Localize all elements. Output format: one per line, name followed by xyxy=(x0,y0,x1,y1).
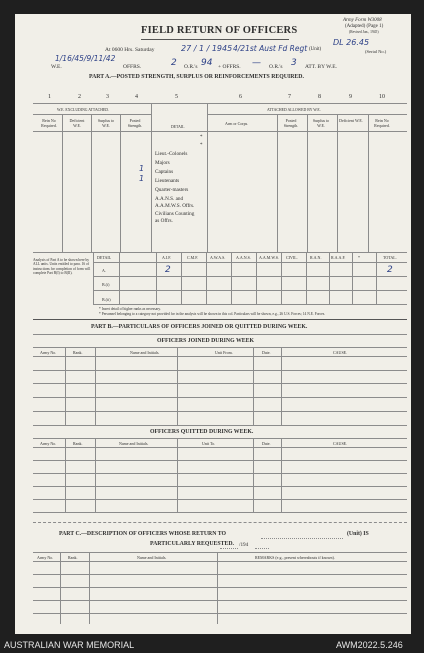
rank-qm: Quarter-masters xyxy=(155,187,189,193)
head-arm-corps: Arm or Corps. xyxy=(225,121,249,126)
analysis-head-civil: CIVIL. xyxy=(286,255,298,260)
form-ref-2: (Adapted) (Page 1) xyxy=(345,24,384,29)
part-c-col-army: Army No. xyxy=(37,555,54,560)
grid-v xyxy=(95,347,96,425)
grid-v xyxy=(89,552,90,624)
rank-lt-col: Lieut.-Colonels xyxy=(155,151,188,157)
part-c-heading-2: PARTICULARLY REQUESTED. xyxy=(150,541,234,547)
grid-v xyxy=(253,347,254,425)
rank-lieutenants: Lieutenants xyxy=(155,178,180,184)
part-c-col-name: Name and Initials. xyxy=(137,555,167,560)
analysis-head-aif: A.I.F. xyxy=(162,255,172,260)
rank-captains: Captains xyxy=(155,169,174,175)
rank-aans: A.A.N.S. and xyxy=(155,196,184,202)
head-deficient-right: Deficient W.E. xyxy=(339,118,363,123)
quitted-col-date: Date. xyxy=(262,441,271,446)
analysis-head-detail: DETAIL xyxy=(97,255,112,260)
ors2-handwritten: 3 xyxy=(291,58,297,68)
analysis-head-awas: A.W.A.S. xyxy=(210,255,226,260)
rank-civilians: Civilians Counting xyxy=(155,211,195,217)
part-c-col-rank: Rank. xyxy=(68,555,78,560)
quitted-title: OFFICERS QUITTED DURING WEEK. xyxy=(150,429,254,435)
part-a-bottom-rule xyxy=(33,252,407,253)
quitted-head-rule xyxy=(33,438,407,439)
part-a-head-rule xyxy=(33,131,407,132)
quitted-row-rule xyxy=(33,486,407,487)
plus-offrs-label: + OFFRS. xyxy=(218,64,241,70)
we-handwritten: 1/16/45/9/11/42 xyxy=(55,54,116,63)
grid-v xyxy=(62,114,63,252)
quitted-col-army: Army No. xyxy=(40,441,57,446)
part-a-top-rule xyxy=(33,103,407,104)
form-ref-3: (Revised Jan., 1945) xyxy=(349,30,379,34)
analysis-head-total: TOTAL. xyxy=(383,255,397,260)
grid-v xyxy=(177,347,178,425)
joined-col-date: Date. xyxy=(262,350,271,355)
captains-handwritten: 1 xyxy=(139,164,145,173)
grid-v xyxy=(91,114,92,252)
grid-v xyxy=(217,552,218,624)
title-underline xyxy=(141,39,289,40)
analysis-head-aans: A.A.N.S. xyxy=(236,255,251,260)
grid-v xyxy=(151,103,152,252)
serial-label: (Serial No.) xyxy=(365,49,387,54)
analysis-row-a: A. xyxy=(102,268,106,273)
grid-v xyxy=(93,252,94,304)
part-c-year-line xyxy=(255,548,269,549)
head-posted-right: Posted Strength. xyxy=(283,118,299,128)
footer-source: AUSTRALIAN WAR MEMORIAL xyxy=(4,640,135,650)
joined-col-army: Army No. xyxy=(40,350,57,355)
analysis-head-cmf: C.M.F. xyxy=(187,255,199,260)
col-num-8: 8 xyxy=(318,94,321,100)
attached-allowed-label: ATTACHED ALLOWED BY W.E. xyxy=(267,108,321,112)
analysis-rule xyxy=(93,276,407,277)
grid-v xyxy=(256,252,257,304)
grid-v xyxy=(329,252,330,304)
analysis-head-aamws: A.A.M.W.S. xyxy=(259,255,279,260)
head-posted-left: Posted Strength. xyxy=(127,118,143,128)
joined-title: OFFICERS JOINED DURING WEEK xyxy=(157,338,255,344)
offrs-handwritten: 2 xyxy=(171,58,177,68)
grid-v xyxy=(120,114,121,252)
part-b-heading: PART B.—PARTICULARS OF OFFICERS JOINED OR QUITTED DURING WEEK. xyxy=(91,324,308,330)
rank-aamws: A.A.M.W.S. Offrs. xyxy=(155,203,195,209)
grid-v xyxy=(337,114,338,252)
part-c-date-line xyxy=(220,548,238,549)
quitted-row-rule xyxy=(33,473,407,474)
col-num-7: 7 xyxy=(288,94,291,100)
analysis-rule xyxy=(93,262,407,263)
joined-head-rule xyxy=(33,347,407,348)
unit-label: (Unit) xyxy=(309,47,322,52)
head-rein-left: Rein No Required. xyxy=(41,118,57,128)
col-num-4: 4 xyxy=(135,94,138,100)
grid-v xyxy=(119,252,120,304)
ors-label: O.R.'s xyxy=(184,64,198,70)
quitted-col-name: Name and Initials. xyxy=(119,441,149,446)
analysis-row-bii: B.(ii) xyxy=(102,297,111,302)
separator-dashed xyxy=(33,522,407,523)
date-handwritten: 27 / 1 / 1945 xyxy=(181,44,233,53)
head-rein-right: Rein No Required. xyxy=(374,118,390,128)
head-surplus-left: Surplus to W.E. xyxy=(97,118,115,128)
joined-row-rule xyxy=(33,425,407,426)
footnote-2: * Personnel belonging to a category not provided for in the analysis will be shown in this col. Particulars will be shown, e.g., 26 U.S. Forces; 14 N.E. Forces. xyxy=(99,312,326,316)
grid-v xyxy=(177,438,178,512)
asterisk: * xyxy=(200,135,203,140)
part-a-heading: PART A.—POSTED STRENGTH, SURPLUS OR REINFORCEMENTS REQUIRED. xyxy=(89,74,304,80)
col-num-6: 6 xyxy=(239,94,242,100)
joined-col-rank: Rank. xyxy=(73,350,83,355)
analysis-note: Analysis of Part A to be shown here by ALL units. Units entitled to para. 16 of instructions for completion of form will complete Part B(I) to B(II). xyxy=(33,258,91,276)
grid-v xyxy=(306,252,307,304)
grid-v xyxy=(231,252,232,304)
quitted-row-rule xyxy=(33,460,407,461)
analysis-head-star: * xyxy=(358,255,360,260)
joined-col-unit: Unit From. xyxy=(215,350,233,355)
part-c-col-remarks: REMARKS (e.g., present whereabouts if known). xyxy=(255,555,335,560)
footnote-1: * Insert detail of higher ranks as necessary. xyxy=(99,307,161,311)
col-num-1: 1 xyxy=(48,94,51,100)
footer-bar xyxy=(0,636,424,653)
quitted-row-rule xyxy=(33,512,407,513)
col-num-2: 2 xyxy=(78,94,81,100)
grid-v xyxy=(65,438,66,512)
at-line-label: At 0600 Hrs. Saturday xyxy=(105,47,155,53)
serial-handwritten: DL 26.45 xyxy=(333,38,370,47)
grid-v xyxy=(376,252,377,304)
form-sheet xyxy=(15,14,411,634)
joined-row-rule xyxy=(33,383,407,384)
plus-offrs-handwritten: — xyxy=(252,58,261,68)
grid-v xyxy=(368,114,369,252)
quitted-col-cause: CAUSE. xyxy=(333,441,348,446)
joined-row-rule xyxy=(33,411,407,412)
analysis-rule xyxy=(93,290,407,291)
grid-v xyxy=(65,347,66,425)
grid-v xyxy=(352,252,353,304)
grid-v xyxy=(281,252,282,304)
grid-v xyxy=(281,347,282,425)
quitted-row-rule xyxy=(33,499,407,500)
footer-accession: AWM2022.5.246 xyxy=(336,640,403,650)
rank-majors: Majors xyxy=(155,160,170,166)
grid-v xyxy=(307,114,308,252)
quitted-col-unit: Unit To. xyxy=(202,441,216,446)
joined-row-rule xyxy=(33,397,407,398)
joined-col-cause: CAUSE. xyxy=(333,350,348,355)
analysis-head-ran: R.A.N. xyxy=(310,255,322,260)
grid-v xyxy=(207,103,208,252)
analysis-row-bi: B.(i) xyxy=(102,282,110,287)
we-label: W.E. xyxy=(51,64,62,70)
grid-v xyxy=(60,552,61,624)
att-label: ATT. BY W.E. xyxy=(305,64,337,70)
offrs-label: OFFRS. xyxy=(123,64,142,70)
part-a-end-rule xyxy=(33,319,407,320)
joined-row-rule xyxy=(33,356,407,357)
part-b-rule xyxy=(33,334,407,335)
we-sub-rule xyxy=(33,114,151,115)
rank-as-offrs: as Offrs. xyxy=(155,218,173,224)
unit-handwritten: 4/21st Aust Fd Regt xyxy=(233,44,308,53)
detail-label: DETAIL xyxy=(171,125,185,129)
aif-handwritten: 2 xyxy=(165,265,171,275)
analysis-head-raaf: R.A.A.F. xyxy=(331,255,346,260)
joined-row-rule xyxy=(33,370,407,371)
grid-v xyxy=(253,438,254,512)
col-num-5: 5 xyxy=(175,94,178,100)
quitted-row-rule xyxy=(33,447,407,448)
col-num-9: 9 xyxy=(349,94,352,100)
ors2-label: O.R.'s xyxy=(269,64,283,70)
col-num-10: 10 xyxy=(379,94,385,100)
grid-v xyxy=(95,438,96,512)
total-handwritten: 2 xyxy=(387,265,393,275)
analysis-rule xyxy=(93,304,407,305)
joined-col-name: Name and Initials. xyxy=(130,350,160,355)
head-surplus-right: Surplus to W.E. xyxy=(312,118,330,128)
grid-v xyxy=(206,252,207,304)
quitted-col-rank: Rank. xyxy=(73,441,83,446)
part-c-heading-date: /194 xyxy=(239,542,249,548)
asterisk: * xyxy=(200,143,203,148)
grid-v xyxy=(281,438,282,512)
ors-handwritten: 94 xyxy=(201,58,213,68)
form-title: FIELD RETURN OF OFFICERS xyxy=(141,25,298,36)
head-deficient-left: Deficient W.E. xyxy=(69,118,85,128)
grid-v xyxy=(277,114,278,252)
grid-v xyxy=(181,252,182,304)
lieutenants-handwritten: 1 xyxy=(139,174,145,183)
grid-v xyxy=(156,252,157,304)
part-c-heading-1: PART C.—DESCRIPTION OF OFFICERS WHOSE RETURN TO xyxy=(59,531,227,537)
we-excluding-label: W.E. EXCLUDING ATTACHED. xyxy=(57,108,109,112)
part-c-heading-unit: (Unit) IS xyxy=(347,531,369,537)
part-c-unit-line xyxy=(261,538,343,539)
col-num-3: 3 xyxy=(106,94,109,100)
form-ref-1: Army Form W3008 xyxy=(343,18,382,23)
